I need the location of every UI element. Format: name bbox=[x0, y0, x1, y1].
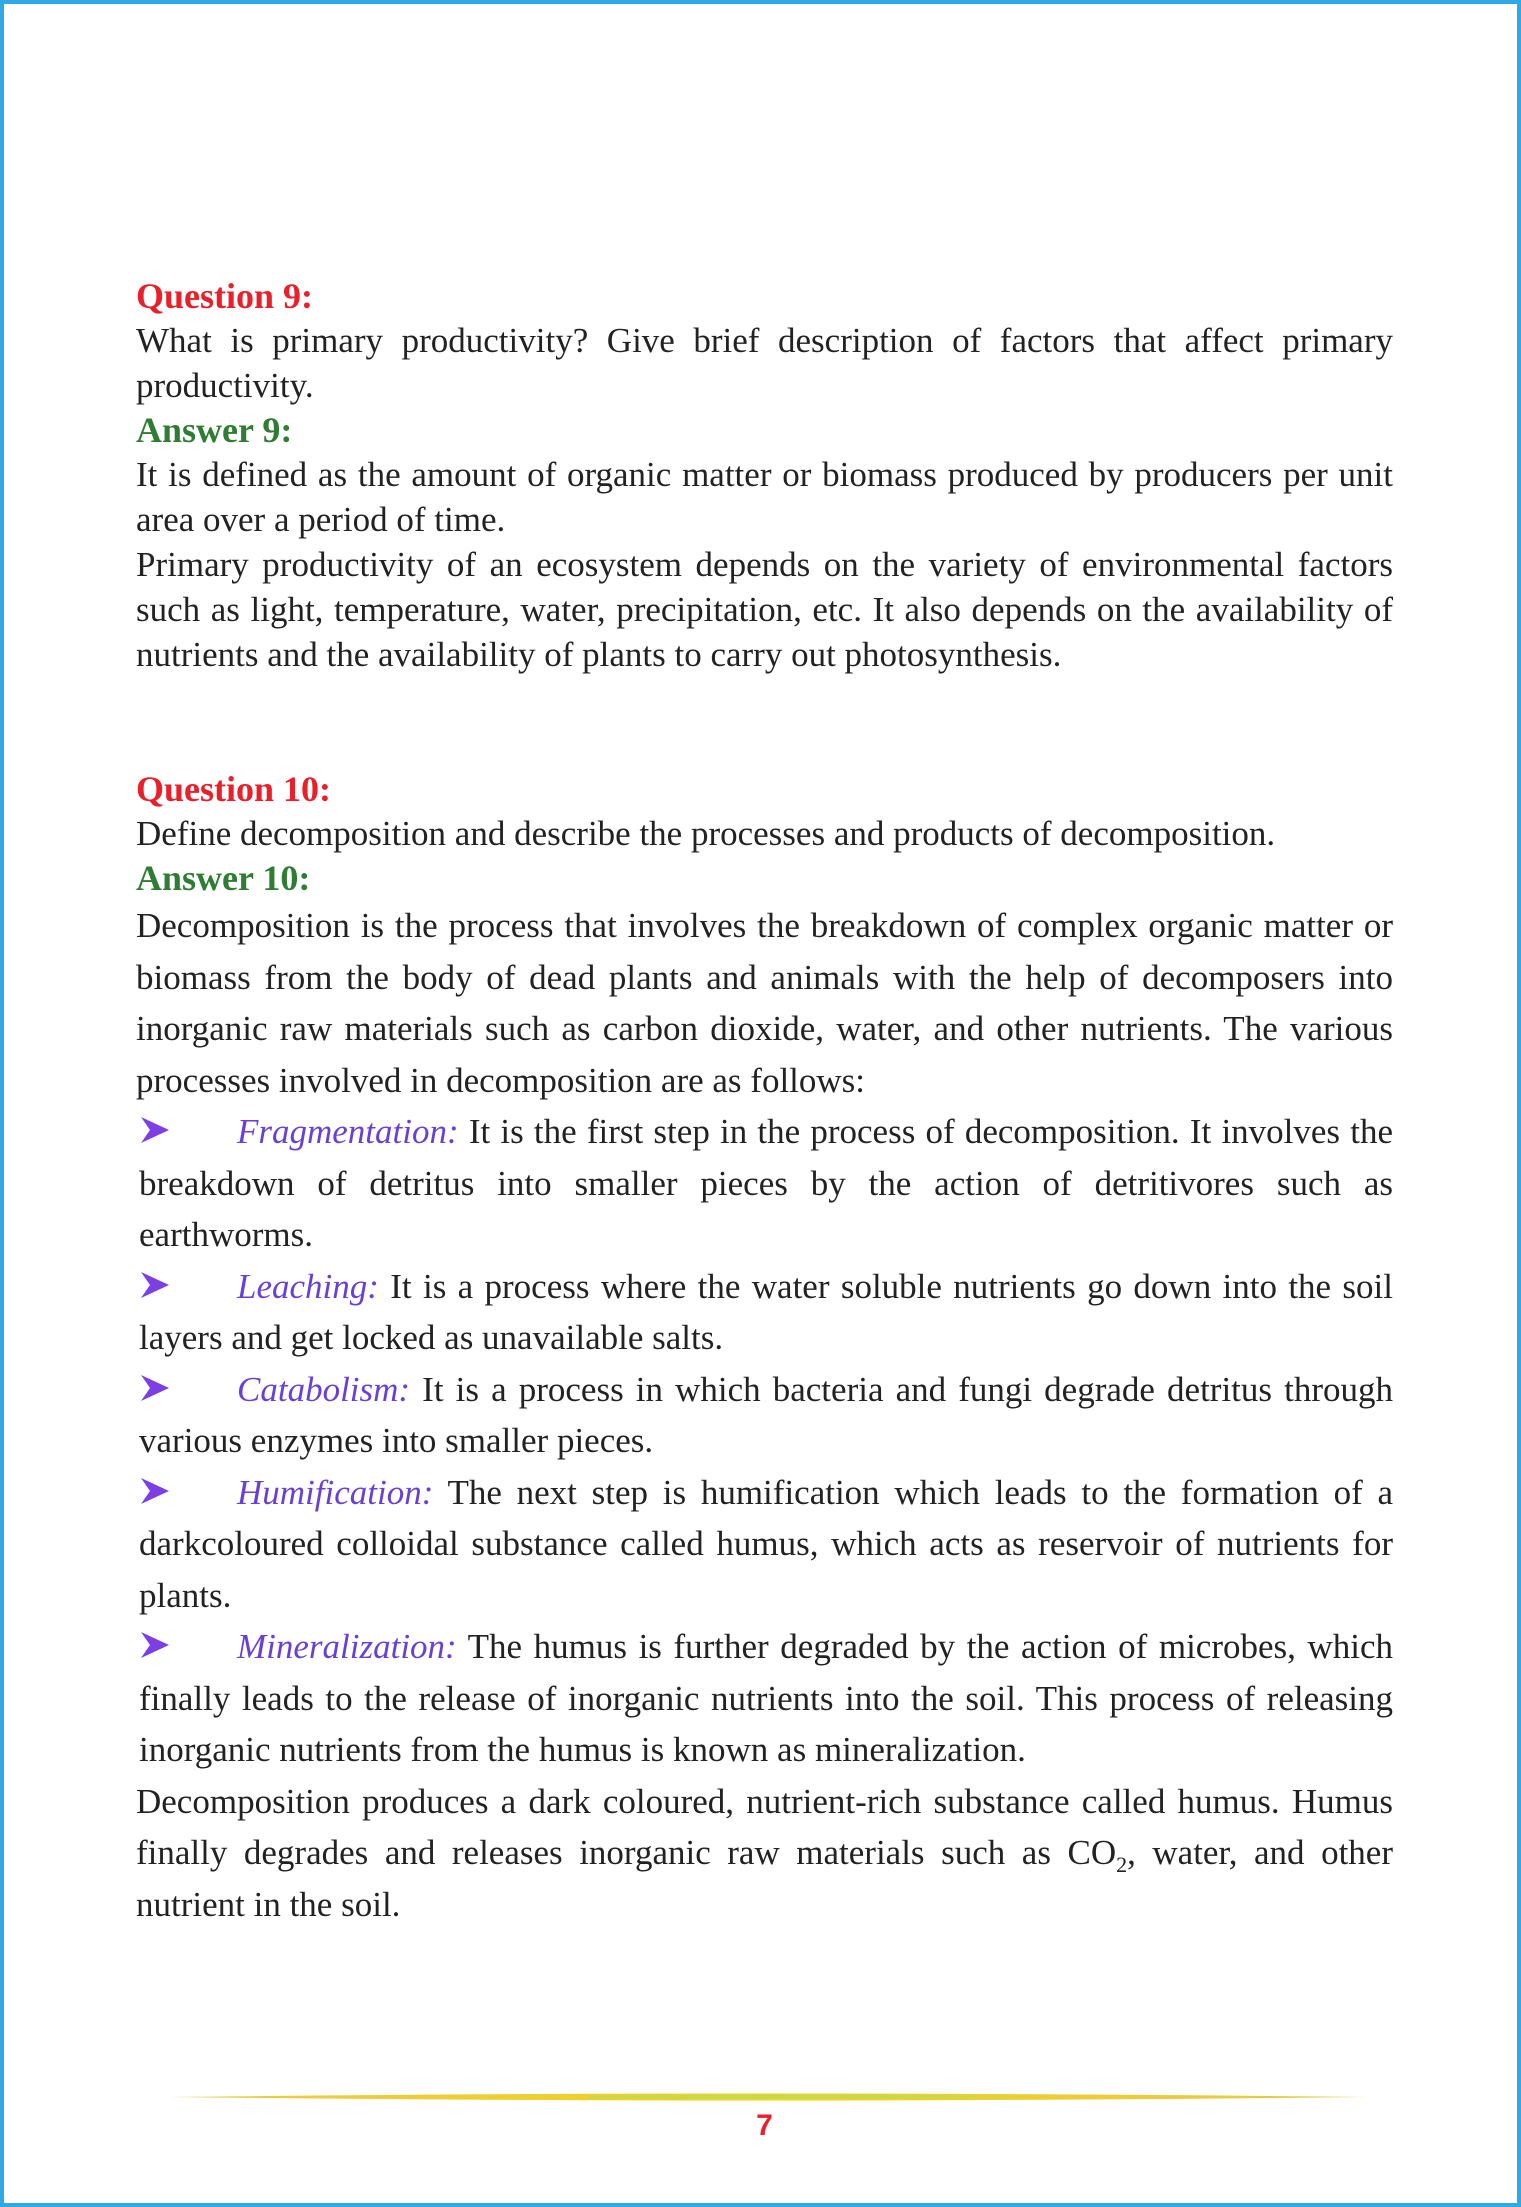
page-number: 7 bbox=[756, 2109, 773, 2142]
conclusion-line-1: Decomposition produces a dark coloured, nutrient-rich substance called humus. bbox=[136, 1781, 1280, 1821]
content bbox=[136, 274, 1393, 1930]
question-9-heading: Question 9: bbox=[136, 276, 314, 316]
answer-10-conclusion bbox=[136, 1776, 1393, 1931]
conclusion-line-2: Humus finally degrades and releases inorganic raw materials such as CO bbox=[136, 1781, 1393, 1872]
process-term: Catabolism: bbox=[237, 1369, 411, 1409]
question-10-section bbox=[136, 767, 1393, 1930]
process-catabolism bbox=[136, 1364, 1393, 1467]
question-10-heading: Question 10: bbox=[136, 769, 332, 809]
process-description: It is a process in which bacteria and fungi degrade detritus through various enzymes into smaller pieces. bbox=[139, 1369, 1393, 1460]
question-9-section bbox=[136, 274, 1393, 677]
answer-9-paragraph: Primary productivity of an ecosystem depends on the variety of environmental factors such as light, temperature, water, precipitation, etc. It also depends on the availability of nutrients and the availability of plants to carry out photosynthesis. bbox=[136, 545, 1393, 674]
question-10-text: Define decomposition and describe the processes and products of decomposition. bbox=[136, 814, 1276, 853]
process-fragmentation bbox=[136, 1106, 1393, 1261]
arrowhead-bullet-icon bbox=[139, 1629, 171, 1661]
answer-9-paragraph: It is defined as the amount of organic matter or biomass produced by producers per unit area over a period of time. bbox=[136, 455, 1393, 539]
footer-divider bbox=[169, 2090, 1369, 2104]
process-term: Leaching: bbox=[237, 1266, 379, 1306]
process-leaching bbox=[136, 1261, 1393, 1364]
process-humification bbox=[136, 1467, 1393, 1622]
process-term: Fragmentation: bbox=[237, 1112, 459, 1151]
process-mineralization bbox=[136, 1621, 1393, 1776]
section-gap bbox=[136, 677, 1393, 767]
answer-10-intro: Decomposition is the process that involves the breakdown of complex organic matter or biomass from the body of dead plants and animals with the help of decomposers into inorganic raw materials such as carbon dioxide, water, and other nutrients. The various processes involved in decomposition are as follows: bbox=[136, 906, 1393, 1100]
answer-9-heading: Answer 9: bbox=[136, 410, 293, 450]
answer-10-heading: Answer 10: bbox=[136, 858, 311, 898]
process-term: Mineralization: bbox=[237, 1627, 457, 1666]
process-term: Humification: bbox=[237, 1472, 434, 1512]
arrowhead-bullet-icon bbox=[139, 1269, 171, 1301]
process-description: It is a process where the water soluble nutrients go down into the soil layers and get locked as unavailable salts. bbox=[139, 1266, 1393, 1357]
process-description: The next step is humification which leads to the formation of a darkcoloured colloidal substance called humus, which acts as reservoir of nutrients for plants. bbox=[139, 1472, 1393, 1615]
arrowhead-bullet-icon bbox=[139, 1475, 171, 1507]
co2-subscript: 2 bbox=[1116, 1852, 1128, 1877]
conclusion-line-2-end: , water, and other nutrient in the soil. bbox=[136, 1833, 1393, 1924]
process-description: It is the first step in the process of decomposition. It involves the breakdown of detritus into smaller pieces by the action of detritivores such as earthworms. bbox=[139, 1112, 1393, 1254]
arrowhead-bullet-icon bbox=[139, 1114, 171, 1146]
arrowhead-bullet-icon bbox=[139, 1372, 171, 1404]
question-9-text: What is primary productivity? Give brief description of factors that affect primary productivity. bbox=[136, 321, 1393, 405]
process-description: The humus is further degraded by the action of microbes, which finally leads to the release of inorganic nutrients into the soil. This process of releasing inorganic nutrients from the humus is known as mineralization. bbox=[139, 1627, 1393, 1769]
